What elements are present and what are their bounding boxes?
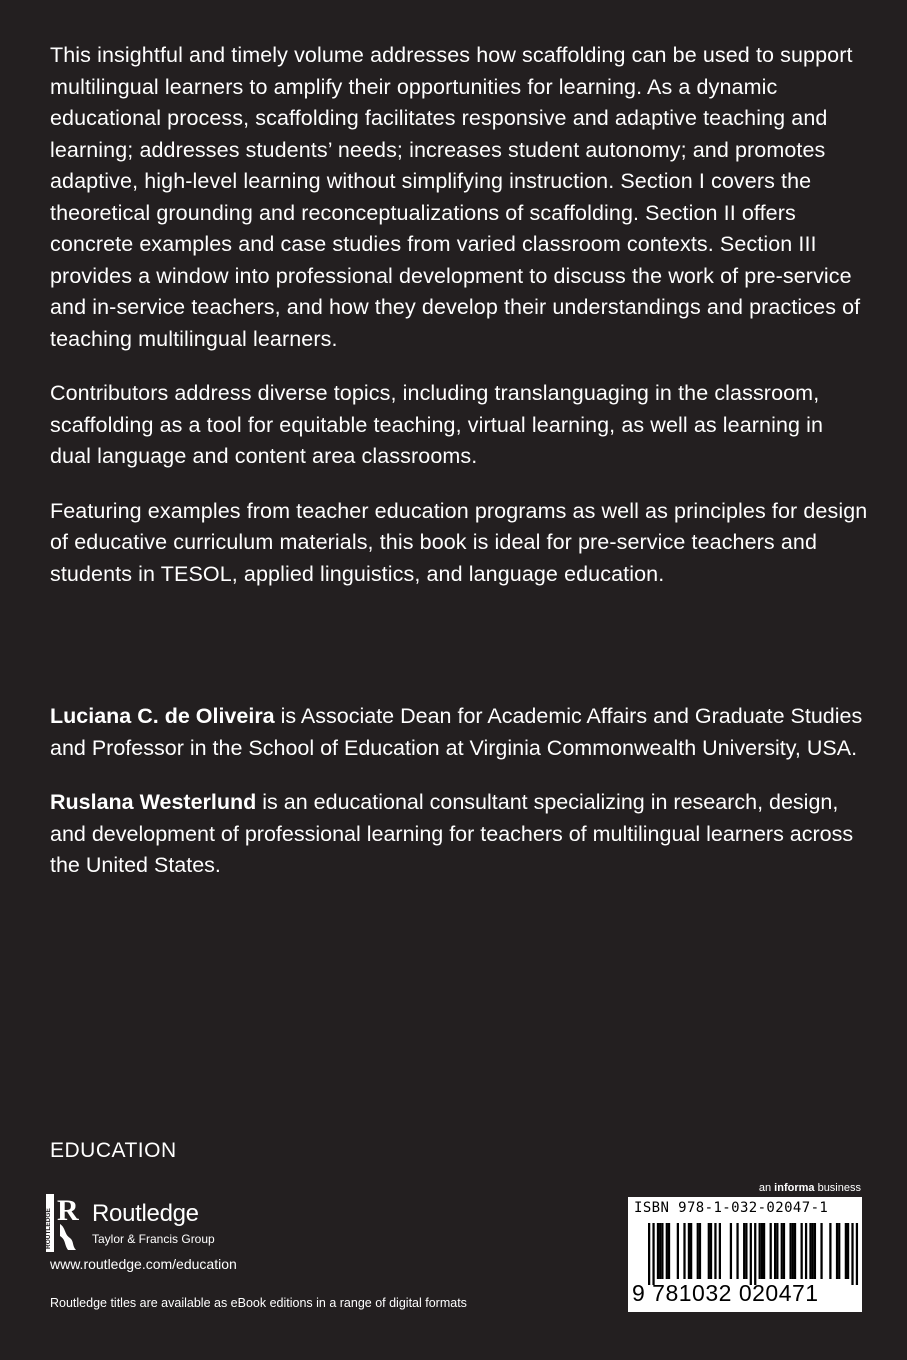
routledge-logo-icon <box>46 1194 86 1252</box>
logo-letter: R <box>57 1194 79 1227</box>
barcode-bar <box>736 1223 738 1279</box>
description-paragraph-3: Featuring examples from teacher education programs as well as principles for design of educative curriculum materials, this book is ideal for pre-service teachers and students in TESOL, applied linguistics, and language education. <box>50 498 868 586</box>
isbn-barcode <box>628 1197 862 1312</box>
book-description <box>50 40 870 590</box>
publisher-group: Taylor & Francis Group <box>92 1232 215 1246</box>
barcode-bar <box>666 1223 668 1279</box>
barcode-bar <box>750 1223 752 1285</box>
author-bio-text-1: is Associate Dean for Academic Affairs and Graduate Studies and Professor in the School of Education at Virginia Commonwealth University, USA. <box>50 704 863 760</box>
barcode-bar <box>745 1223 747 1279</box>
barcode-digits: 9 781032 020471 <box>632 1280 819 1306</box>
barcode-bar <box>688 1223 690 1279</box>
barcode-bar <box>759 1223 761 1279</box>
barcode-bar <box>774 1223 776 1279</box>
barcode-bar <box>794 1223 796 1279</box>
barcode-bar <box>754 1223 756 1285</box>
barcode-bar <box>836 1223 838 1279</box>
barcode-bar <box>789 1223 791 1279</box>
informa-prefix: an <box>758 1182 775 1194</box>
barcode-bar <box>820 1223 822 1279</box>
barcode-bar <box>792 1223 794 1279</box>
barcode-bar <box>801 1223 803 1279</box>
logo-vertical-text: ROUTLEDGE <box>45 1208 52 1249</box>
barcode-bar <box>719 1223 721 1279</box>
author-bios <box>50 701 870 882</box>
barcode-bar <box>812 1223 814 1279</box>
barcode-bar <box>714 1223 716 1279</box>
barcode-bar <box>683 1223 685 1279</box>
barcode-bars <box>648 1223 858 1285</box>
publisher-url[interactable]: www.routledge.com/education <box>50 1256 237 1272</box>
isbn-label: ISBN 978-1-032-02047-1 <box>634 1200 829 1216</box>
informa-suffix: business <box>814 1182 861 1194</box>
barcode-bar <box>770 1223 772 1279</box>
publisher-block <box>46 1194 306 1254</box>
barcode-bar <box>652 1223 654 1285</box>
subject-category: EDUCATION <box>50 1139 177 1162</box>
barcode-bar <box>814 1223 816 1279</box>
barcode-bar <box>699 1223 701 1279</box>
barcode-bar <box>763 1223 765 1279</box>
barcode-bar <box>845 1223 847 1279</box>
barcode-bar <box>851 1223 853 1285</box>
barcode-bar <box>657 1223 659 1279</box>
barcode-bar <box>847 1223 849 1279</box>
barcode-bar <box>730 1223 732 1279</box>
ebook-note: Routledge titles are available as eBook editions in a range of digital formats <box>50 1296 467 1310</box>
barcode-bar <box>829 1223 831 1279</box>
barcode-bar <box>659 1223 661 1279</box>
author-name-2: Ruslana Westerlund <box>50 790 257 814</box>
author-bio-1 <box>50 701 870 764</box>
barcode-bar <box>690 1223 692 1279</box>
barcode-bar <box>648 1223 650 1285</box>
description-paragraph-2: Contributors address diverse topics, including translanguaging in the classroom, scaffolding as a tool for equitable teaching, virtual learning, as well as learning in dual language and content area classrooms. <box>50 381 824 468</box>
barcode-bar <box>697 1223 699 1279</box>
barcode-bar <box>781 1223 783 1279</box>
barcode-bar <box>783 1223 785 1279</box>
publisher-name: Routledge <box>92 1200 199 1227</box>
description-paragraph-1: This insightful and timely volume addresses how scaffolding can be used to support multilingual learners to amplify their opportunities for learning. As a dynamic educational process, scaffolding facilitates responsive and adaptive teaching and learning; addresses students’ needs; increases student autonomy; and promotes adaptive, high-level learning without simplifying instruction. Section I covers the theoretical grounding and reconceptualizations of scaffolding. Section II offers concrete examples and case studies from varied classroom contexts. Section III provides a window into professional development to discuss the work of pre-service and in-service teachers, and how they develop their understandings and practices of teaching multilingual learners. <box>50 43 861 351</box>
author-bio-text-2: is an educational consultant specializing in research, design, and development of professional learning for teachers of multilingual learners across the United States. <box>50 790 854 877</box>
barcode-bar <box>776 1223 778 1279</box>
barcode-bar <box>668 1223 670 1279</box>
barcode-bar <box>661 1223 663 1279</box>
barcode-bar <box>761 1223 763 1279</box>
barcode-bar <box>710 1223 712 1279</box>
informa-brand: informa <box>774 1182 815 1194</box>
barcode-bar <box>805 1223 807 1279</box>
barcode-bar <box>856 1223 858 1285</box>
barcode-bar <box>838 1223 840 1279</box>
barcode-bar <box>809 1223 811 1279</box>
author-name-1: Luciana C. de Oliveira <box>50 704 275 728</box>
informa-tagline <box>759 1182 861 1194</box>
barcode-bar <box>708 1223 710 1279</box>
barcode-bar <box>743 1223 745 1279</box>
barcode-bar <box>677 1223 679 1279</box>
author-bio-2 <box>50 787 870 882</box>
